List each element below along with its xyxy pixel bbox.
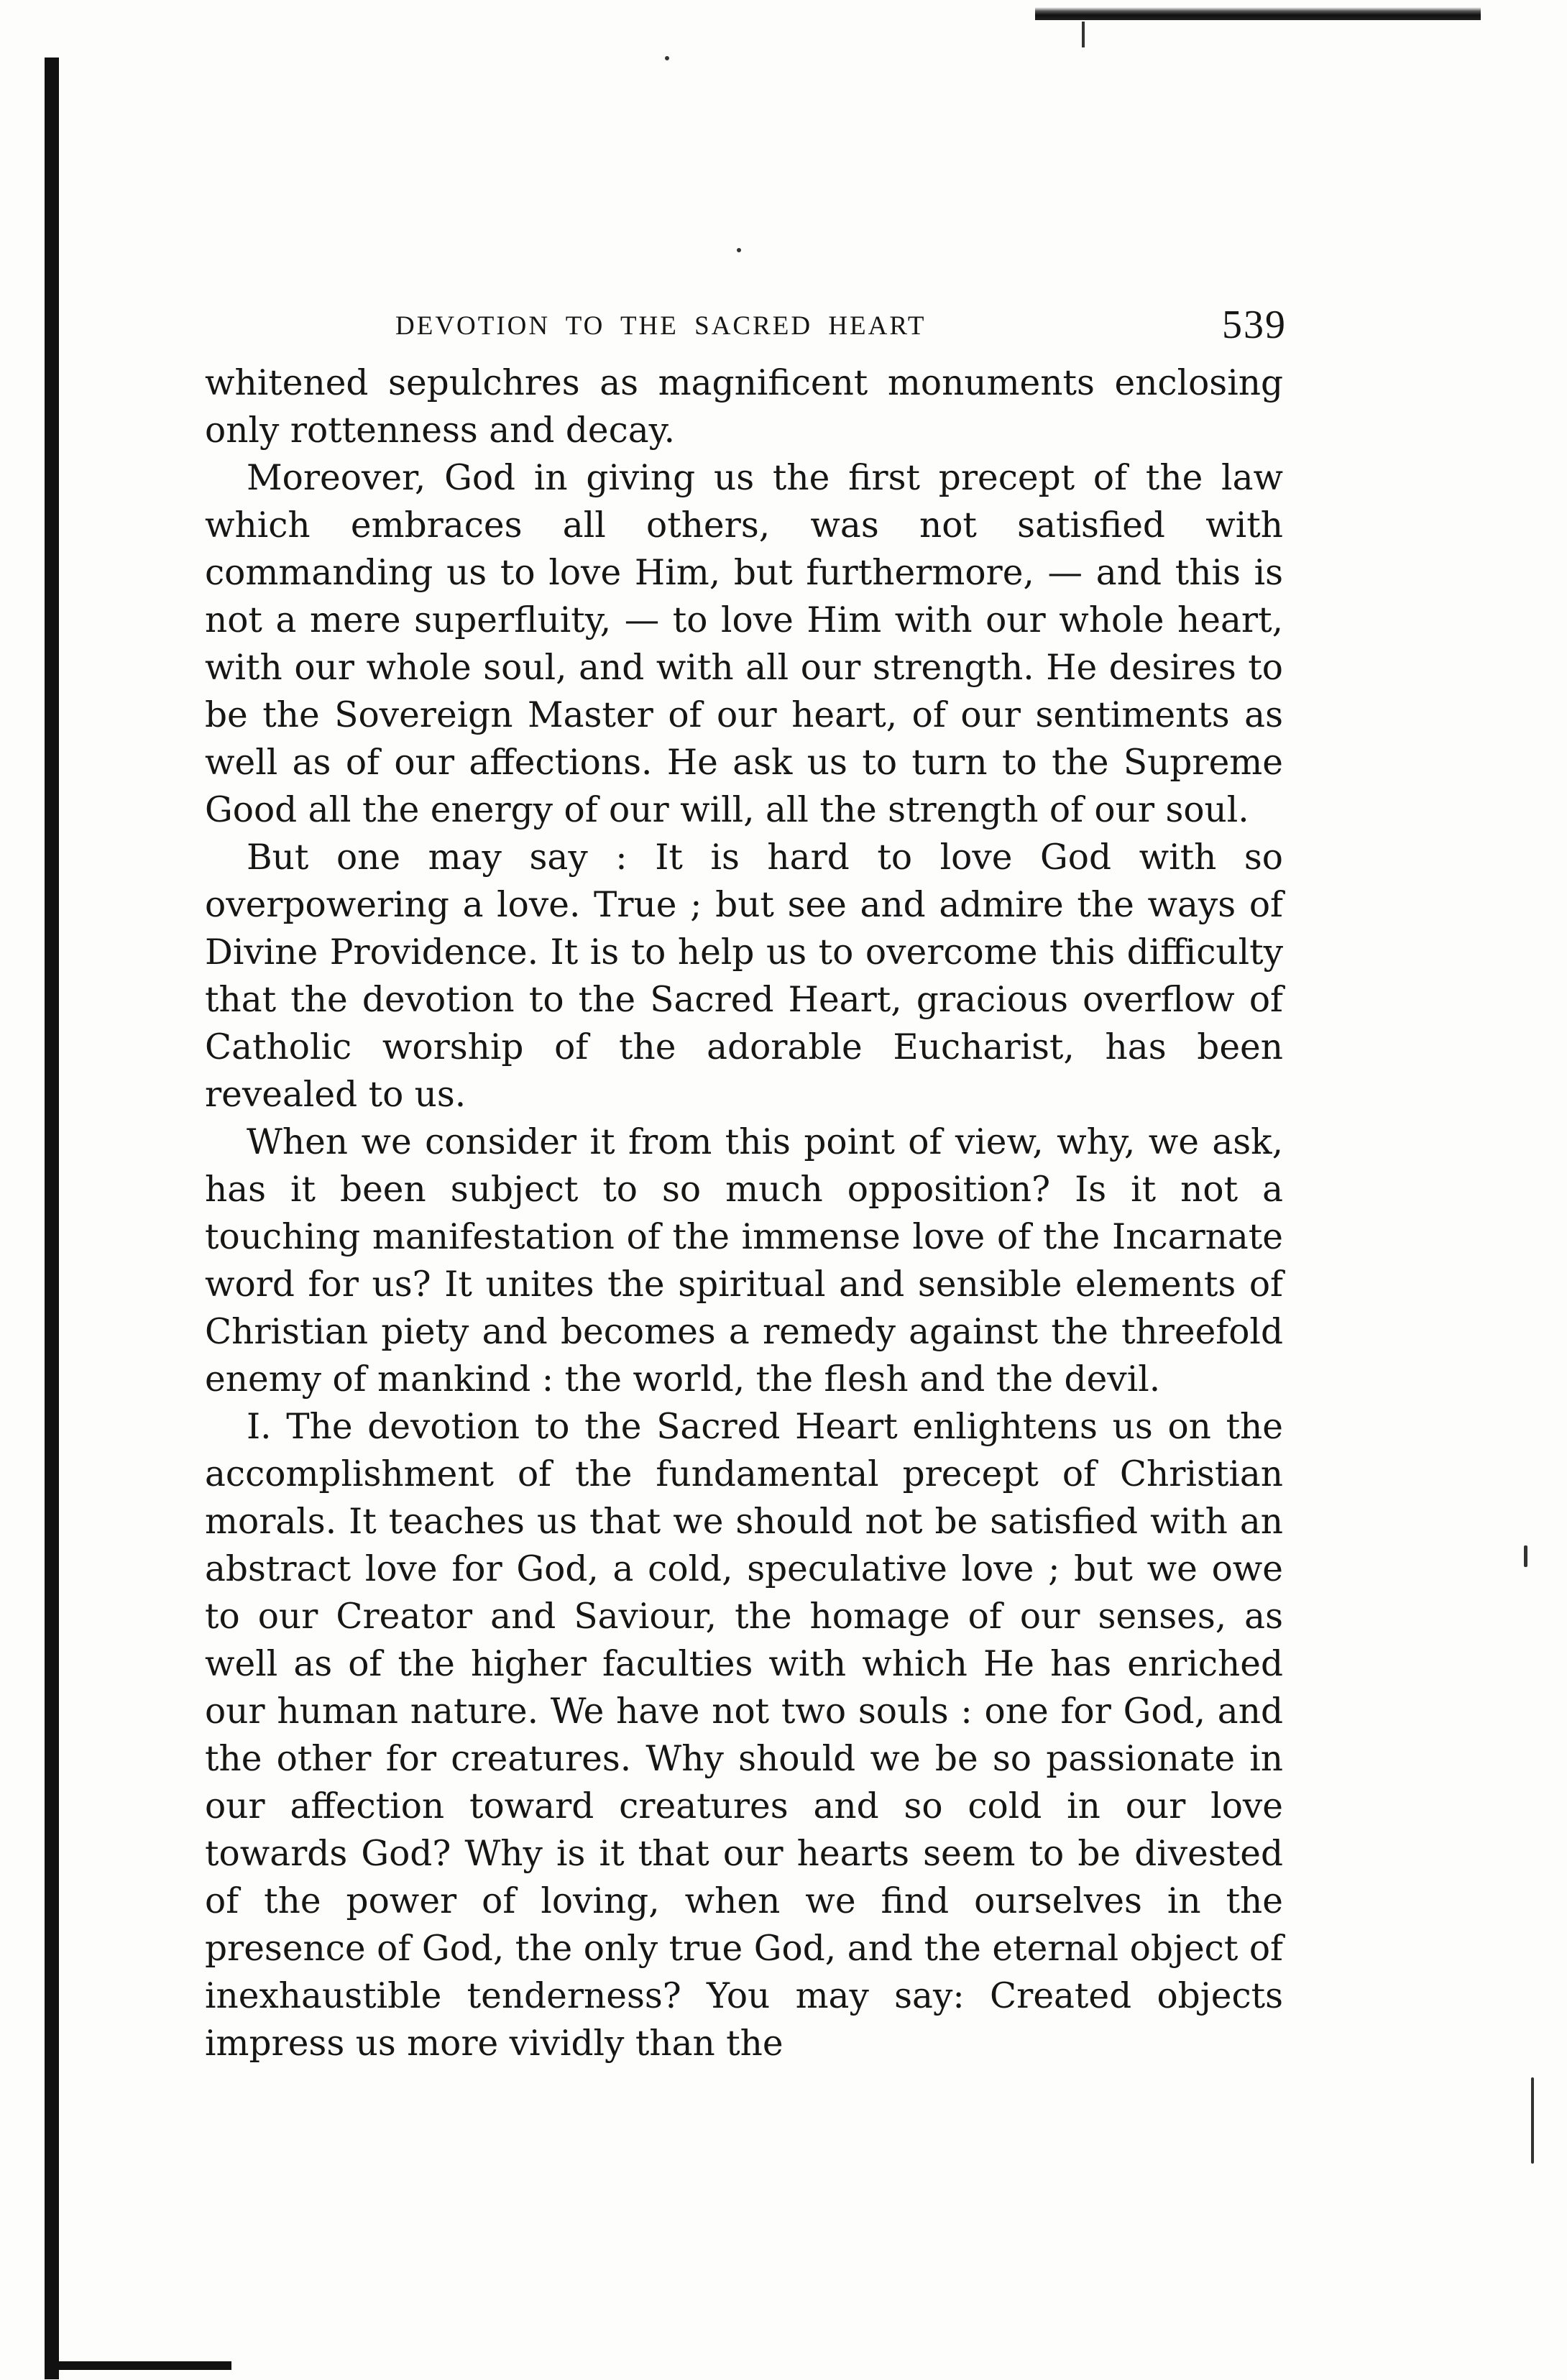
paragraph: But one may say : It is hard to love God with so overpowering a love. True ; but see and admire the ways of Divine Providence. It is to help us to overcome this difficulty that the devotion to the Sacred Heart, gracious overflow of Catholic worship of the adorable Eucharist, has been revealed to us. (205, 837, 1283, 1115)
paragraph: When we consider it from this point of view, why, we ask, has it been subject to so much opposition? Is it not a touching manifestation of the immense love of the Incarnate word for us? It unites the spiritual and sensible elements of Christian piety and becomes a remedy against the threefold enemy of mankind : the world, the flesh and the devil. (205, 1122, 1283, 1400)
scan-top-rule (1035, 7, 1481, 20)
paragraph: Moreover, God in giving us the first precept of the law which embraces all others, was not satisfied with commanding us to love Him, but furthermore, — and this is not a mere superfluity, — to love Him with our whole heart, with our whole soul, and with all our strength. He desires to be the Sovereign Master of our heart, of our sentiments as well as of our affections. He ask us to turn to the Supreme Good all the energy of our will, all the strength of our soul. (205, 458, 1283, 830)
scan-binding-edge (45, 58, 59, 2379)
scan-speck (1524, 1545, 1527, 1567)
text-block (205, 302, 1287, 2067)
scan-speck (665, 56, 669, 60)
scan-speck (1531, 2077, 1534, 2164)
paragraph: whitened sepulchres as magnificent monuments enclosing only rottenness and decay. (205, 363, 1283, 451)
scan-speck (737, 248, 741, 252)
paragraph: I. The devotion to the Sacred Heart enlightens us on the accomplishment of the fundamental precept of Christian morals. It teaches us that we should not be satisfied with an abstract love for God, a cold, speculative love ; but we owe to our Creator and Saviour, the homage of our senses, as well as of the higher faculties with which He has enriched our human nature. We have not two souls : one for God, and the other for creatures. Why should we be so passionate in our affection toward creatures and so cold in our love towards God? Why is it that our hearts seem to be divested of the power of loving, when we find ourselves in the presence of God, the only true God, and the eternal object of inexhaustible tenderness? You may say: Created objects impress us more vividly than the (205, 1407, 1283, 2064)
scan-binding-foot (45, 2361, 231, 2370)
page-number: 539 (1222, 303, 1287, 347)
body-text (205, 359, 1283, 2067)
running-title: DEVOTION TO THE SACRED HEART (395, 311, 927, 341)
scan-top-mark (1082, 22, 1085, 47)
running-head (205, 302, 1287, 352)
